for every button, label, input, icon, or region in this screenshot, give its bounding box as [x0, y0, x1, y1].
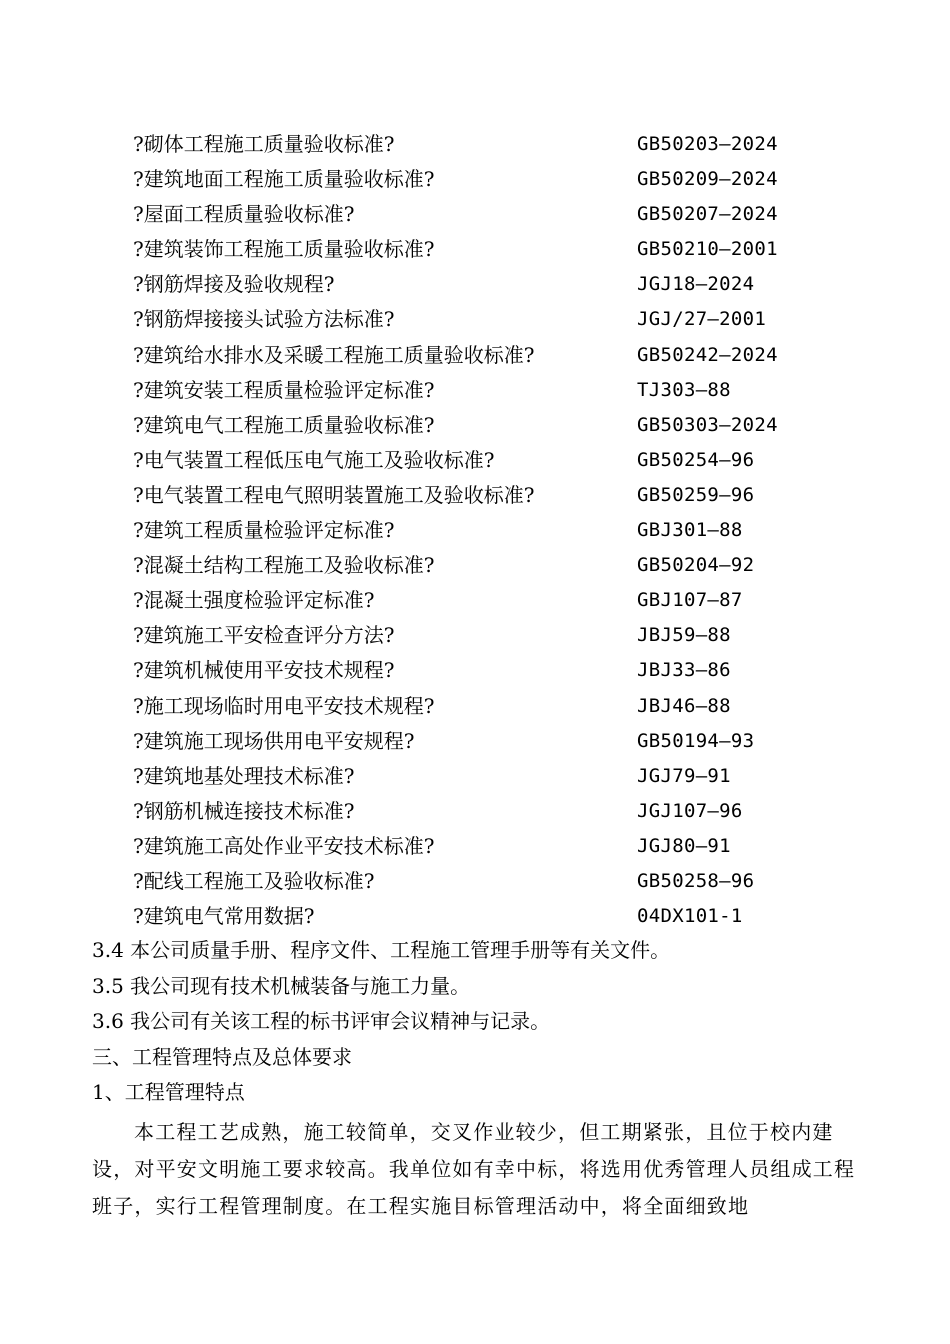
standard-name: ?建筑施工现场供用电平安规程? — [133, 728, 415, 753]
standard-row — [133, 513, 853, 548]
standard-name: ?建筑施工平安检查评分方法? — [133, 623, 395, 648]
standard-row — [133, 162, 853, 197]
standard-code: JGJ107—96 — [637, 799, 743, 822]
standard-row — [133, 197, 853, 232]
standard-code: GB50194—93 — [637, 729, 755, 752]
standard-name: ?建筑地基处理技术标准? — [133, 763, 355, 788]
standard-code: 04DX101-1 — [637, 905, 743, 928]
standard-name: ?混凝土结构工程施工及验收标准? — [133, 553, 435, 578]
standard-name: ?配线工程施工及验收标准? — [133, 868, 375, 893]
standard-row — [133, 899, 853, 934]
standards-list — [133, 127, 853, 934]
standard-row — [133, 583, 853, 618]
standard-row — [133, 302, 853, 337]
standard-name: ?建筑机械使用平安技术规程? — [133, 658, 395, 683]
standard-row — [133, 373, 853, 408]
standard-name: ?建筑工程质量检验评定标准? — [133, 518, 395, 543]
heading-subsection-1: 1、工程管理特点 — [92, 1080, 245, 1104]
standard-code: GB50254—96 — [637, 448, 755, 471]
standard-code: GB50203—2024 — [637, 133, 778, 155]
standard-row — [133, 127, 853, 162]
section-3-4: 3.4 本公司质量手册、程序文件、工程施工管理手册等有关文件。 — [92, 938, 671, 962]
standard-name: ?钢筋焊接及验收规程? — [133, 272, 335, 297]
standard-code: TJ303—88 — [637, 378, 731, 401]
standard-name: ?混凝土强度检验评定标准? — [133, 588, 375, 613]
standard-name: ?钢筋焊接接头试验方法标准? — [133, 307, 395, 332]
standard-name: ?砌体工程施工质量验收标准? — [133, 132, 395, 156]
standard-name: ?建筑地面工程施工质量验收标准? — [133, 167, 435, 192]
standard-row — [133, 408, 853, 443]
standard-code: GB50209—2024 — [637, 168, 778, 191]
standard-name: ?建筑施工高处作业平安技术标准? — [133, 833, 435, 858]
standard-code: GB50210—2001 — [637, 238, 778, 261]
standard-name: ?钢筋机械连接技术标准? — [133, 798, 355, 823]
standard-code: GB50258—96 — [637, 869, 755, 892]
standard-code: JGJ79—91 — [637, 764, 731, 787]
standard-row — [133, 618, 853, 653]
standard-code: GB50207—2024 — [637, 203, 778, 226]
section-3-5: 3.5 我公司现有技术机械装备与施工力量。 — [92, 973, 471, 998]
body-text — [92, 933, 862, 1225]
standard-row — [133, 829, 853, 864]
standard-row — [133, 338, 853, 373]
standard-code: JBJ59—88 — [637, 624, 731, 647]
standard-name: ?建筑给水排水及采暖工程施工质量验收标准? — [133, 342, 535, 367]
standard-row — [133, 443, 853, 478]
standard-row — [133, 653, 853, 688]
standard-row — [133, 548, 853, 583]
standard-row — [133, 478, 853, 513]
standard-code: GB50303—2024 — [637, 413, 778, 436]
standard-row — [133, 232, 853, 267]
standard-row — [133, 759, 853, 794]
standard-code: JGJ80—91 — [637, 834, 731, 857]
standard-row — [133, 724, 853, 759]
standard-name: ?建筑装饰工程施工质量验收标准? — [133, 237, 435, 262]
section-3-6: 3.6 我公司有关该工程的标书评审会议精神与记录。 — [92, 1009, 551, 1033]
standard-row — [133, 864, 853, 899]
standard-name: ?建筑电气常用数据? — [133, 904, 315, 929]
standard-name: ?建筑安装工程质量检验评定标准? — [133, 377, 435, 402]
standard-code: JGJ/27—2001 — [637, 308, 767, 331]
standard-code: GBJ107—87 — [637, 589, 743, 612]
standard-name: ?电气装置工程低压电气施工及验收标准? — [133, 447, 495, 472]
standard-code: GB50259—96 — [637, 483, 755, 506]
standard-code: JGJ18—2024 — [637, 273, 755, 296]
standard-code: JBJ46—88 — [637, 694, 731, 717]
standard-row — [133, 689, 853, 724]
standard-name: ?建筑电气工程施工质量验收标准? — [133, 412, 435, 437]
standard-row — [133, 794, 853, 829]
standard-row — [133, 267, 853, 302]
standard-code: JBJ33—86 — [637, 659, 731, 682]
standard-code: GBJ301—88 — [637, 519, 743, 542]
standard-code: GB50242—2024 — [637, 343, 778, 366]
standard-code: GB50204—92 — [637, 554, 755, 577]
standard-name: ?施工现场临时用电平安技术规程? — [133, 693, 435, 718]
body-paragraph: 本工程工艺成熟，施工较简单，交叉作业较少，但工期紧张，且位于校内建设，对平安文明施工要求较高。我单位如有幸中标，将选用优秀管理人员组成工程班子，实行工程管理制度。在工程实施目标管理活动中，将全面细致地 — [92, 1119, 856, 1218]
standard-name: ?电气装置工程电气照明装置施工及验收标准? — [133, 482, 535, 507]
heading-section-3: 三、工程管理特点及总体要求 — [92, 1044, 352, 1069]
standard-name: ?屋面工程质量验收标准? — [133, 202, 355, 227]
